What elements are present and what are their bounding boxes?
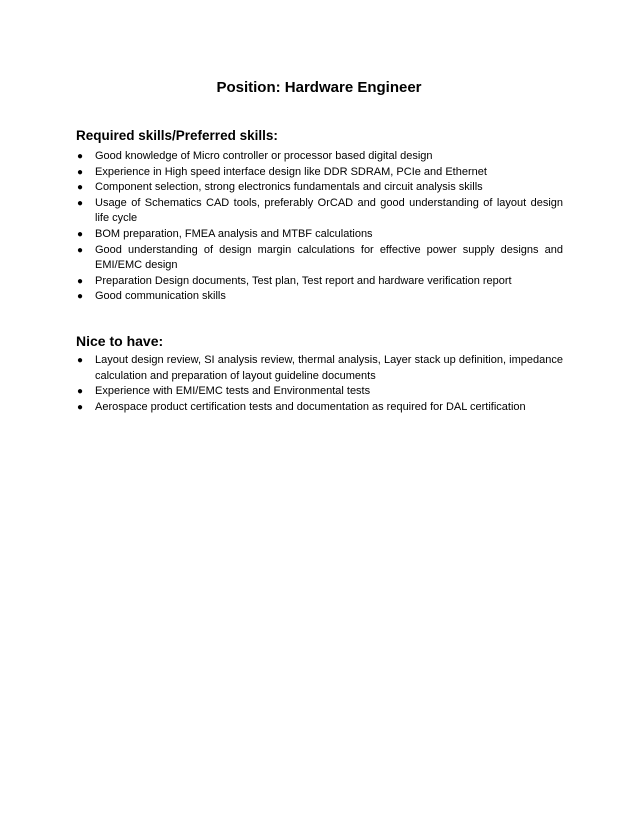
list-item-text: Good communication skills	[95, 290, 226, 303]
required-skills-heading: Required skills/Preferred skills:	[76, 128, 278, 143]
bullet-dot-icon: ●	[77, 401, 84, 413]
page-title: Position: Hardware Engineer	[216, 79, 422, 96]
list-item-text: Usage of Schematics CAD tools, preferably OrCAD and good understanding of layout design life cycle	[95, 196, 563, 225]
list-item-text: Experience with EMI/EMC tests and Environmental tests	[95, 385, 371, 398]
list-item-text: BOM preparation, FMEA analysis and MTBF calculations	[95, 227, 373, 240]
bullet-dot-icon: ●	[77, 151, 84, 162]
list-item	[76, 274, 563, 290]
bullet-dot-icon: ●	[77, 182, 84, 194]
list-item-text: Aerospace product certification tests and documentation as required for DAL certification	[95, 400, 526, 413]
list-item	[76, 149, 563, 165]
list-item	[76, 227, 563, 243]
bullet-dot-icon: ●	[77, 166, 84, 178]
list-item	[76, 243, 563, 274]
bullet-dot-icon: ●	[77, 291, 84, 303]
list-item	[76, 165, 563, 181]
list-item-text: Experience in High speed interface design like DDR SDRAM, PCIe and Ethernet	[95, 165, 487, 178]
list-item	[76, 400, 563, 416]
nice-to-have-list	[76, 353, 563, 415]
required-skills-list	[76, 149, 563, 305]
list-item	[76, 289, 563, 305]
list-item-text: Good knowledge of Micro controller or processor based digital design	[95, 150, 433, 162]
list-item-text: Layout design review, SI analysis review, thermal analysis, Layer stack up definition, impedance calculation and preparation of layout guideline documents	[95, 354, 563, 382]
list-item-text: Good understanding of design margin calculations for effective power supply designs and EMI/EMC design	[95, 243, 563, 272]
bullet-dot-icon: ●	[77, 244, 84, 256]
bullet-dot-icon: ●	[77, 355, 84, 366]
bullet-dot-icon: ●	[77, 386, 84, 398]
bullet-dot-icon: ●	[77, 275, 84, 287]
nice-to-have-heading: Nice to have:	[76, 333, 164, 349]
list-item	[76, 384, 563, 400]
list-item	[76, 196, 563, 227]
list-item-text: Component selection, strong electronics fundamentals and circuit analysis skills	[95, 181, 483, 194]
list-item	[76, 353, 563, 384]
list-item	[76, 180, 563, 196]
bullet-dot-icon: ●	[77, 197, 84, 209]
list-item-text: Preparation Design documents, Test plan, Test report and hardware verification report	[95, 274, 512, 287]
bullet-dot-icon: ●	[77, 228, 84, 240]
